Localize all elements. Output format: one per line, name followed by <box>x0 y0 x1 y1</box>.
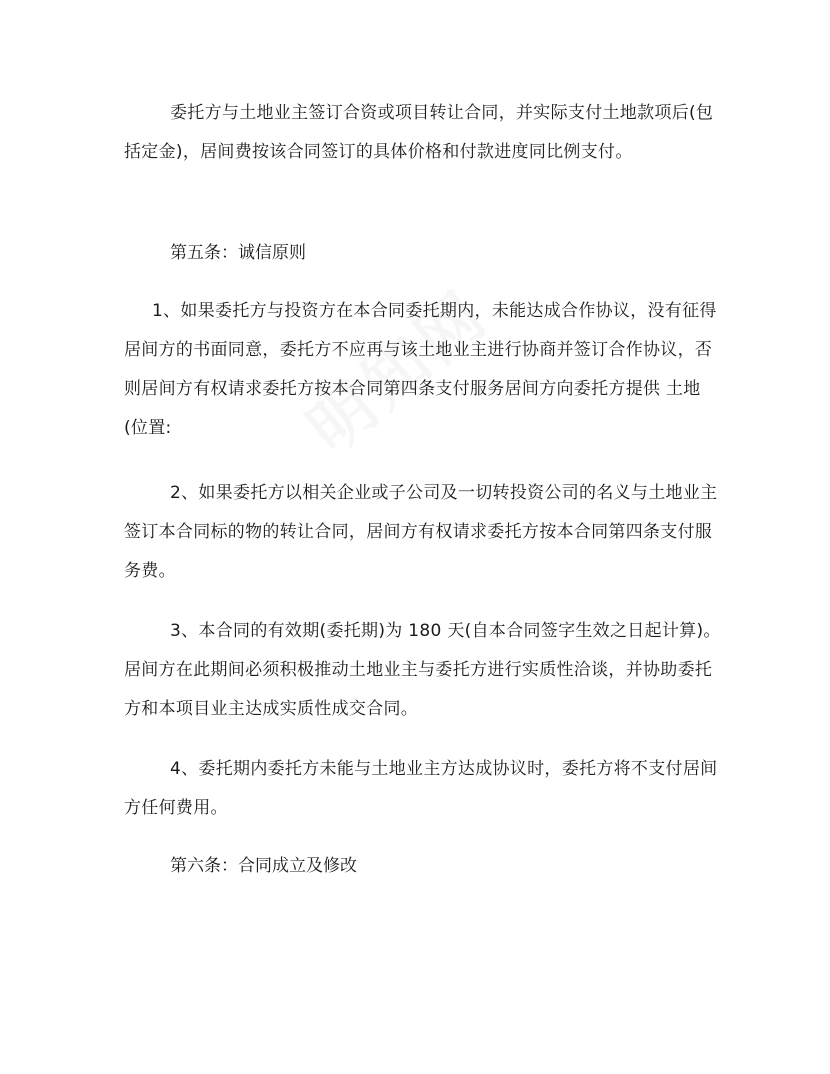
section-heading-article-5: 第五条：诚信原则 <box>170 243 306 263</box>
clause-2: 2、如果委托方以相关企业或子公司及一切转投资公司的名义与土地业主签订本合同标的物的转让合同，居间方有权请求委托方按本合同第四条支付服务费。 <box>124 483 718 581</box>
clause-1: 1、如果委托方与投资方在本合同委托期内，未能达成合作协议，没有征得居间方的书面同意，委托方不应再与该土地业主进行协商并签订合作协议，否则居间方有权请求委托方按本合同第四条支付服务居间方向委托方提供 土地(位置: <box>124 301 717 438</box>
clause-3: 3、本合同的有效期(委托期)为 180 天(自本合同签字生效之日起计算)。居间方在此期间必须积极推动土地业主与委托方进行实质性洽谈，并协助委托方和本项目业主达成实质性成交合同。 <box>124 621 721 719</box>
section-heading-article-6: 第六条：合同成立及修改 <box>170 856 357 876</box>
paragraph-payment-terms: 委托方与土地业主签订合资或项目转让合同，并实际支付土地款项后(包括定金)，居间费按该合同签订的具体价格和付款进度同比例支付。 <box>124 103 714 162</box>
clause-4: 4、委托期内委托方未能与土地业主方达成协议时，委托方将不支付居间方任何费用。 <box>124 759 718 818</box>
